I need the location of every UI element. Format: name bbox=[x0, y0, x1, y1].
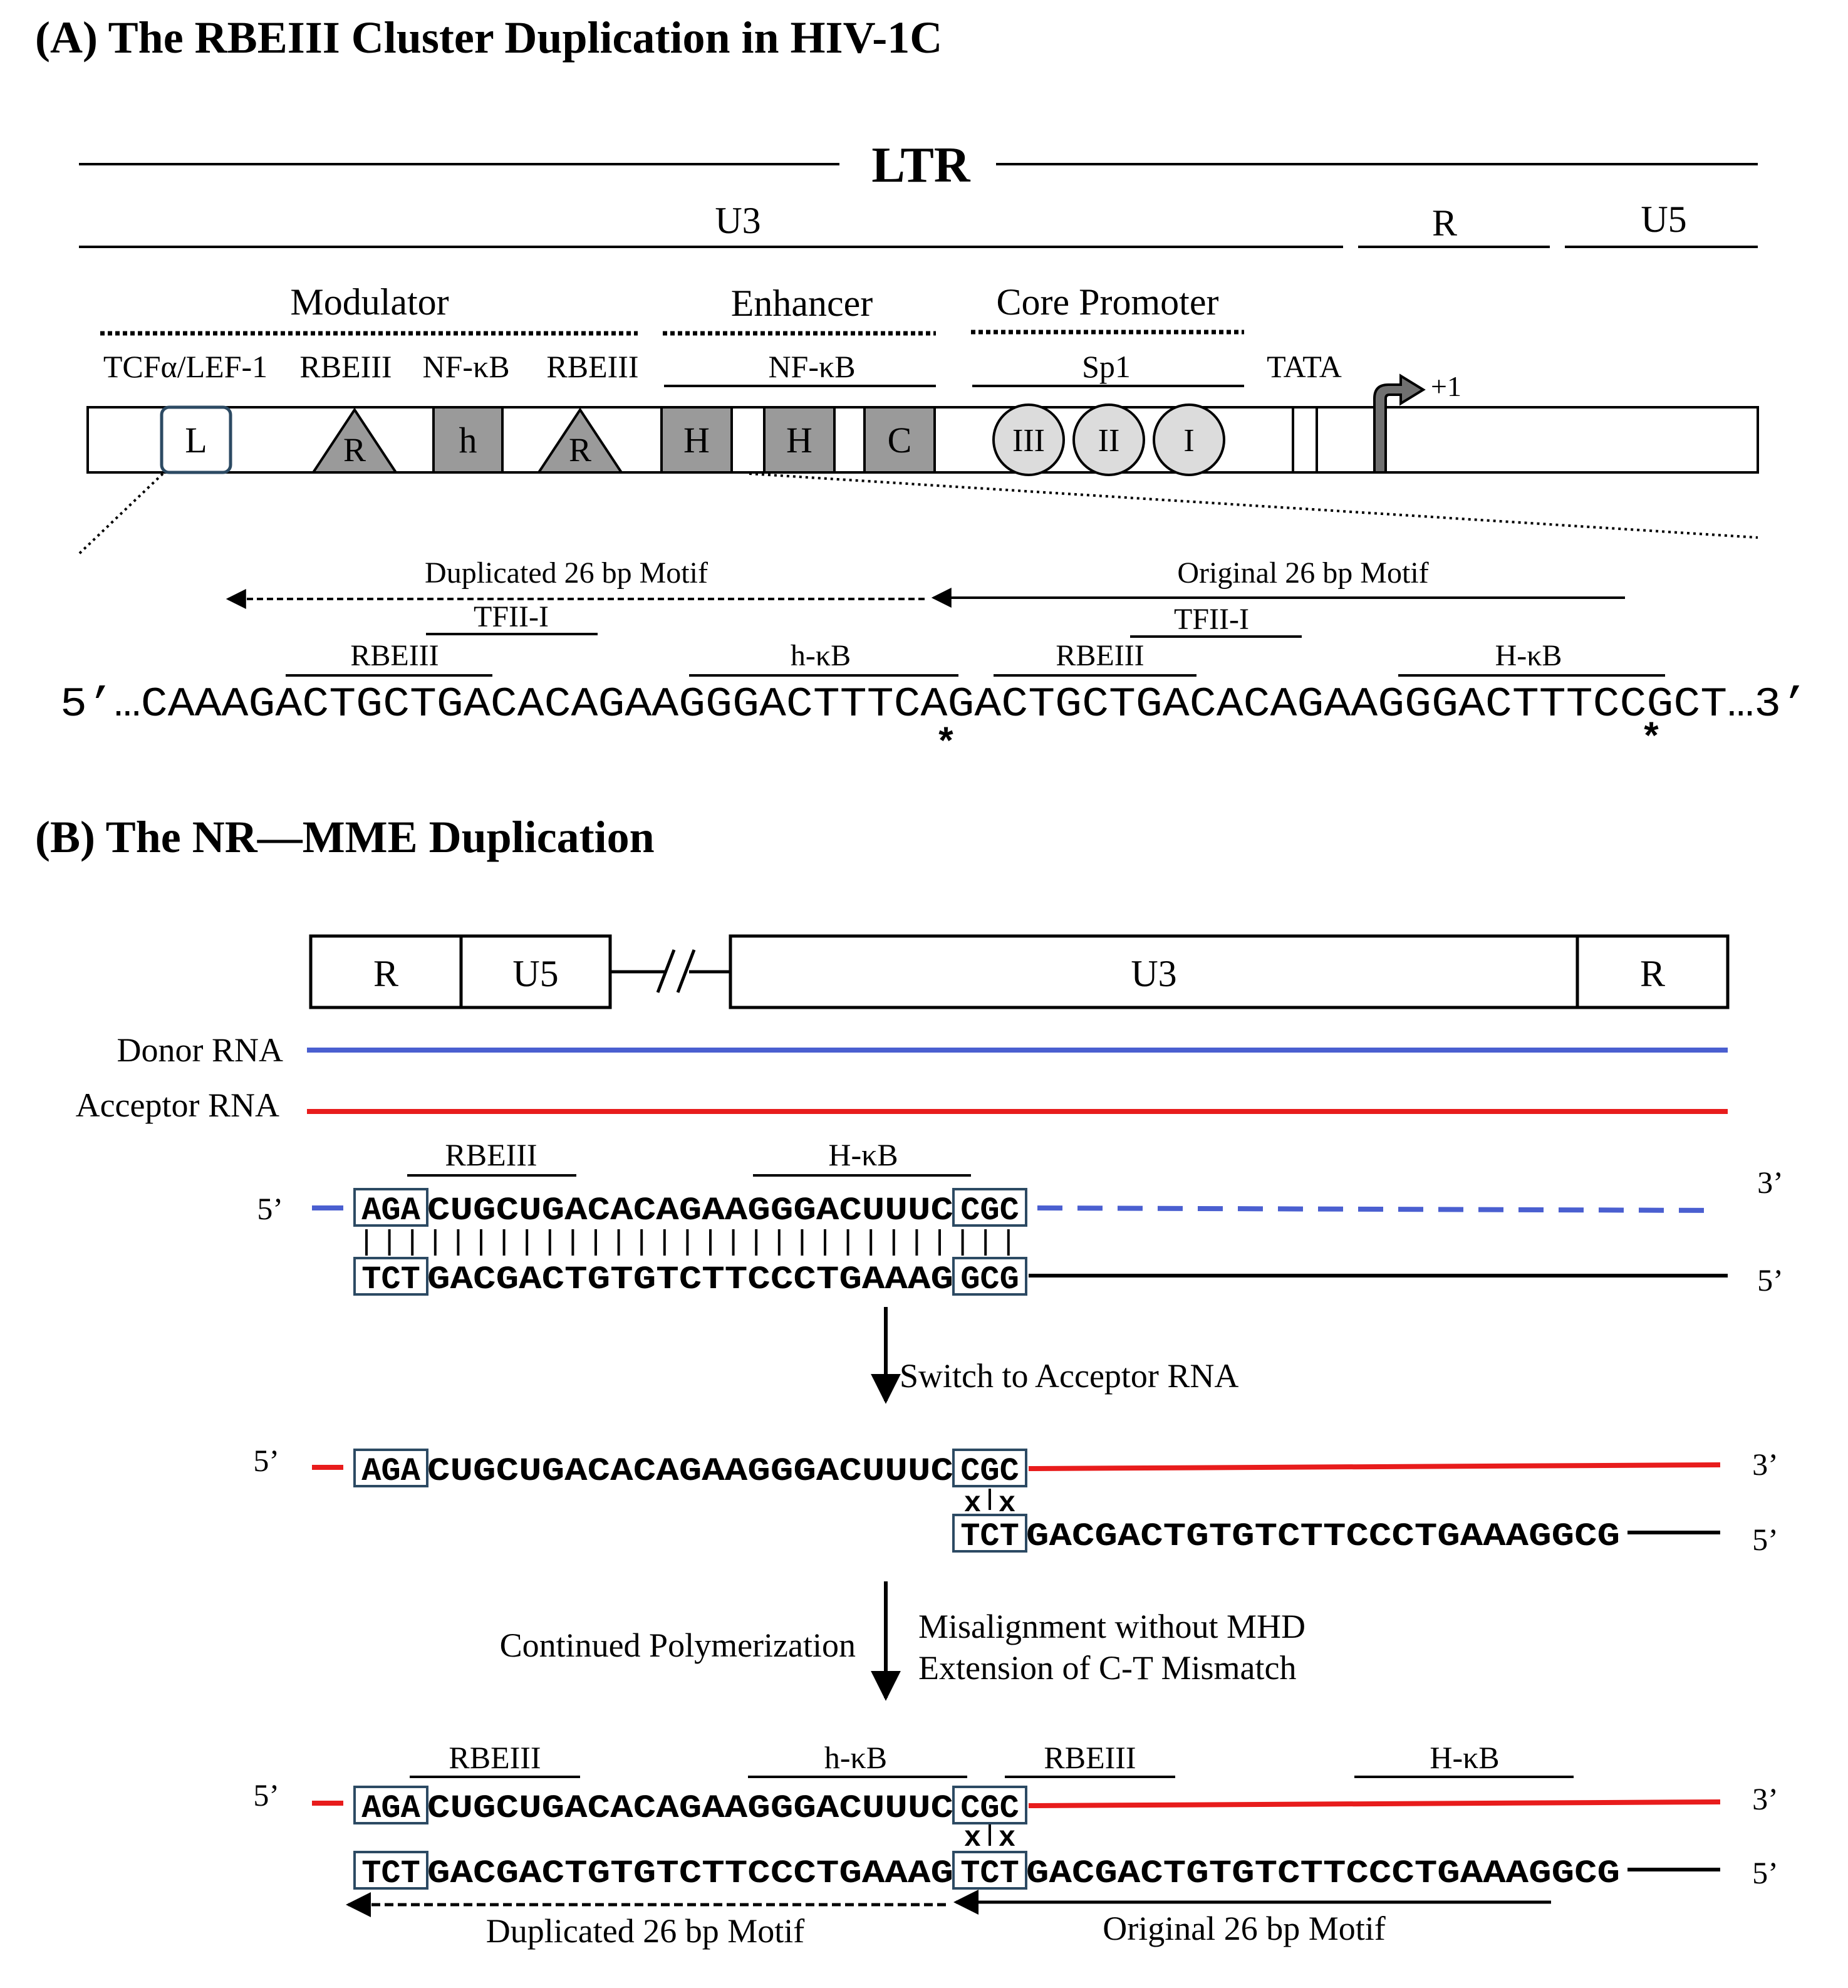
step1-rna-seq bbox=[355, 1189, 1026, 1229]
step2-rna-box-left-text: AGA bbox=[361, 1453, 420, 1490]
step1-5prime: 5’ bbox=[257, 1191, 283, 1226]
misalignment-label: Misalignment without MHD bbox=[918, 1608, 1306, 1645]
step2-dna-rest: GACGACTGTGTCTTCCCTGAAAGGCG bbox=[1026, 1518, 1620, 1555]
step3-mismatch: x x bbox=[963, 1822, 1016, 1855]
lef1-letter: L bbox=[185, 420, 207, 461]
sp1-label: Sp1 bbox=[1082, 349, 1131, 384]
nfkb-h1-letter: H bbox=[683, 420, 710, 461]
rbeiii-a2-label: RBEIII bbox=[1056, 639, 1145, 672]
step1-rna-box-left-text: AGA bbox=[361, 1192, 420, 1229]
step3-dna-rest: GACGACTGTGTCTTCCCTGAAAGGCG bbox=[1026, 1855, 1620, 1892]
sp1-site-3-label: III bbox=[1012, 423, 1045, 459]
step3-rbeiii-1-label: RBEIII bbox=[449, 1740, 541, 1775]
nfkb-2-label: NF-κB bbox=[768, 349, 856, 384]
core-promoter-label: Core Promoter bbox=[996, 281, 1219, 323]
step2-acceptor-line bbox=[1029, 1465, 1720, 1469]
dna-sequence: 5’…CAAAGACTGCTGACACAGAAGGGACTTTCAGACTGCTGACACAGAAGGGACTTTCCGCT…3’ bbox=[60, 681, 1808, 728]
mutation-mark-2: * bbox=[1639, 719, 1663, 761]
step3-dna-5prime: 5’ bbox=[1752, 1855, 1778, 1890]
step2-mismatch: x x bbox=[963, 1487, 1016, 1520]
step2-rna-box-right-text: CGC bbox=[960, 1453, 1019, 1490]
continued-polymerization-label: Continued Polymerization bbox=[499, 1626, 856, 1664]
step3-dna-mid: GACGACTGTGTCTTCCCTGAAAG bbox=[427, 1855, 953, 1892]
nfkb-h2-letter: H bbox=[786, 420, 812, 461]
step2-rna-middle: CUGCUGACACAGAAGGGACUUUC bbox=[427, 1453, 953, 1490]
step1-3prime: 3’ bbox=[1757, 1165, 1783, 1200]
u3-label: U3 bbox=[715, 200, 761, 241]
step1-dna-seq bbox=[355, 1258, 1026, 1298]
sp1-site-1-label: I bbox=[1183, 423, 1195, 459]
step1-dna-box-right-text: GCG bbox=[960, 1261, 1019, 1298]
genome-u3-label: U3 bbox=[1131, 953, 1177, 994]
step1-donor-dashed bbox=[1037, 1208, 1716, 1210]
acceptor-label: Acceptor RNA bbox=[75, 1086, 279, 1124]
panel-a-title: (A) The RBEIII Cluster Duplication in HIV-1C bbox=[35, 13, 943, 63]
step3-dna-box-mid-text: TCT bbox=[960, 1855, 1019, 1892]
step3-rna-box-right-text: CGC bbox=[960, 1790, 1019, 1827]
step1-dna-5prime: 5’ bbox=[1757, 1262, 1783, 1298]
step2-dna-5prime: 5’ bbox=[1752, 1522, 1778, 1557]
step1-dna-middle: GACGACTGTGTCTTCCCTGAAAG bbox=[427, 1261, 953, 1298]
rbeiii-2-letter: R bbox=[568, 431, 592, 469]
tfii-1-label: TFII-I bbox=[474, 600, 549, 633]
step1-rbeiii-label: RBEIII bbox=[445, 1137, 537, 1172]
zoom-line-right bbox=[749, 474, 1758, 538]
rbeiii-1-letter: R bbox=[343, 431, 366, 469]
hkb-small-a-label: h-κB bbox=[790, 639, 851, 672]
step2-dna-box-text: TCT bbox=[960, 1518, 1019, 1555]
switch-label: Switch to Acceptor RNA bbox=[900, 1357, 1239, 1395]
nfkb-c-letter: C bbox=[887, 420, 912, 461]
ltr-label: LTR bbox=[871, 138, 970, 193]
nfkb-1-label: NF-κB bbox=[422, 349, 510, 384]
step3-rna-seq bbox=[355, 1787, 1026, 1827]
step1-hkb-label: H-κB bbox=[828, 1137, 898, 1172]
original-motif-label: Original 26 bp Motif bbox=[1177, 556, 1429, 590]
duplicated-motif-label: Duplicated 26 bp Motif bbox=[425, 556, 708, 590]
modulator-label: Modulator bbox=[290, 281, 449, 323]
genome-u5-label: U5 bbox=[512, 953, 559, 994]
hkb-big-a-label: H-κB bbox=[1495, 639, 1562, 672]
step3-3prime: 3’ bbox=[1752, 1781, 1778, 1816]
tata-label: TATA bbox=[1267, 349, 1342, 384]
panel-b-title: (B) The NR—MME Duplication bbox=[35, 812, 655, 862]
step3-rna-box-left-text: AGA bbox=[361, 1790, 420, 1827]
step2-rna-seq bbox=[355, 1450, 1026, 1490]
step3-dna-box-left-text: TCT bbox=[361, 1855, 420, 1892]
step3-5prime: 5’ bbox=[253, 1777, 279, 1813]
rbeiii-a1-label: RBEIII bbox=[350, 639, 439, 672]
step3-rna-middle: CUGCUGACACAGAAGGGACUUUC bbox=[427, 1790, 953, 1827]
rbeiii-1-label: RBEIII bbox=[299, 349, 392, 384]
tcf-label: TCFα/LEF-1 bbox=[103, 349, 268, 384]
step2-3prime: 3’ bbox=[1752, 1447, 1778, 1482]
r-label: R bbox=[1431, 202, 1458, 244]
step3-acceptor-line bbox=[1029, 1802, 1720, 1806]
step2-5prime: 5’ bbox=[253, 1443, 279, 1478]
sp1-site-2-label: II bbox=[1098, 423, 1120, 459]
step1-dna-box-left-text: TCT bbox=[361, 1261, 420, 1298]
step2-dna-seq bbox=[953, 1515, 1620, 1555]
zoom-line-left bbox=[78, 474, 163, 555]
u5-label: U5 bbox=[1641, 199, 1687, 240]
step3-dna-seq bbox=[355, 1852, 1620, 1892]
step3-original-label: Original 26 bp Motif bbox=[1103, 1910, 1386, 1947]
step3-rbeiii-2-label: RBEIII bbox=[1044, 1740, 1136, 1775]
mutation-mark-1: * bbox=[934, 724, 958, 766]
tfii-2-label: TFII-I bbox=[1174, 603, 1249, 636]
step1-rna-box-right-text: CGC bbox=[960, 1192, 1019, 1229]
step1-base-pairs bbox=[366, 1229, 1009, 1256]
genome-r-right-label: R bbox=[1639, 953, 1666, 994]
step3-hkb-big-label: H-κB bbox=[1430, 1740, 1500, 1775]
step3-duplicated-label: Duplicated 26 bp Motif bbox=[485, 1912, 805, 1950]
step3-hkb-small-label: h-κB bbox=[824, 1740, 888, 1775]
extension-label: Extension of C-T Mismatch bbox=[918, 1649, 1297, 1687]
tss-label: +1 bbox=[1431, 370, 1461, 402]
donor-label: Donor RNA bbox=[117, 1031, 283, 1069]
enhancer-label: Enhancer bbox=[730, 283, 873, 324]
nfkb-small-letter: h bbox=[459, 420, 477, 461]
step1-rna-middle: CUGCUGACACAGAAGGGACUUUC bbox=[427, 1192, 953, 1229]
rbeiii-2-label: RBEIII bbox=[546, 349, 639, 384]
genome-r-left-label: R bbox=[373, 953, 399, 994]
